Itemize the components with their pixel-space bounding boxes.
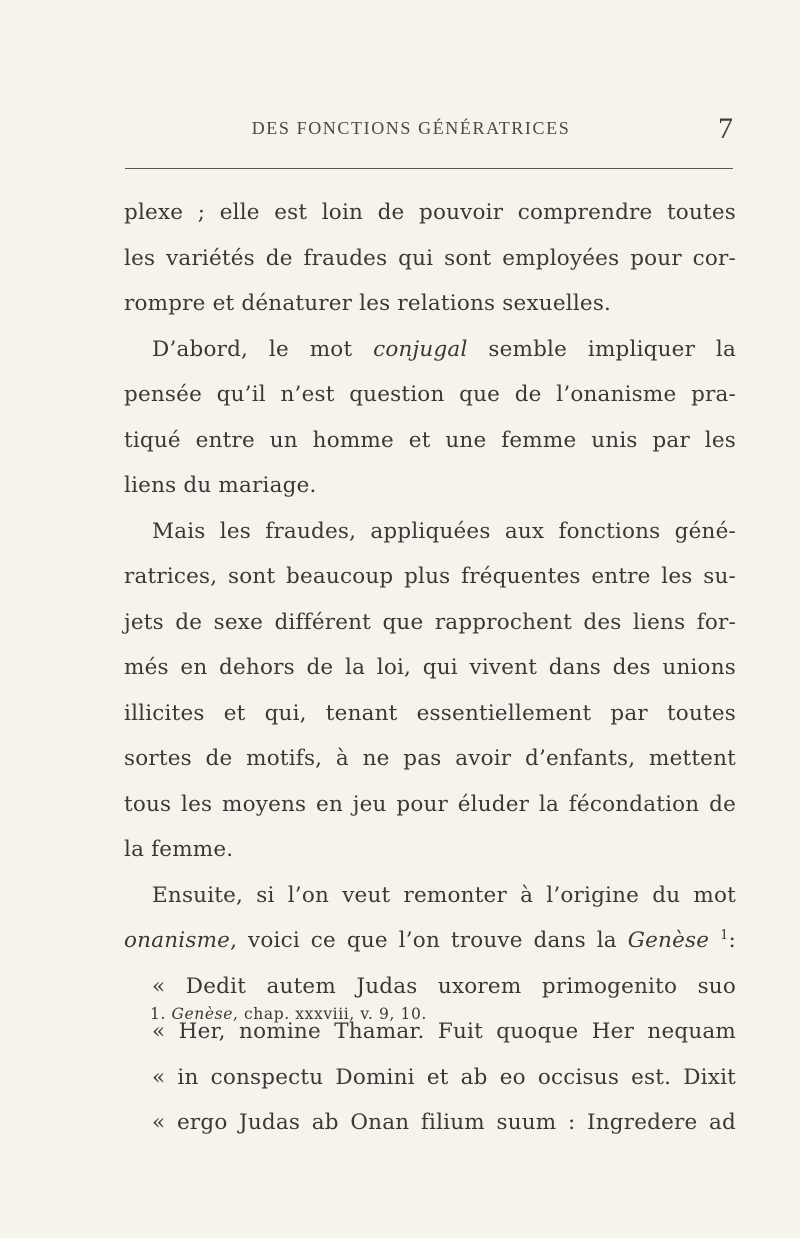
text-line: la femme. [124,837,234,862]
text-line: més en dehors de la loi, qui vivent dans des unions [124,655,736,680]
body-text [124,190,736,1146]
text-run: : [728,928,736,953]
text-line: rompre et dénaturer les relations sexuelles. [124,291,612,316]
page-number: 7 [718,112,733,145]
text-run: semble impliquer la [467,336,736,362]
text-line: « ergo Judas ab Onan filium suum : Ingredere ad [152,1110,736,1135]
text-line: plexe ; elle est loin de pouvoir comprendre toutes [124,200,736,225]
text-line: illicites et qui, tenant essentiellement par toutes [124,700,736,726]
text-run: , voici ce que l’on trouve dans la [230,928,628,953]
text-line: tiqué entre un homme et une femme unis par les [124,427,736,453]
footnote-marker: 1 [720,928,729,943]
text-run: D’abord, le mot [152,336,374,362]
text-line: « Her, nomine Thamar. Fuit quoque Her nequam [152,1019,736,1044]
text-line: « in conspectu Domini et ab eo occisus est. Dixit [152,1064,736,1090]
italic-term: conjugal [373,336,468,362]
text-line: ratrices, sont beaucoup plus fréquentes entre les su- [124,564,736,589]
text-line: jets de sexe différent que rapprochent des liens for- [124,609,736,635]
text-line: les variétés de fraudes qui sont employées pour cor- [124,245,736,271]
footnote-reference: , chap. xxxviii, v. 9, 10. [232,1005,427,1023]
text-line: sortes de motifs, à ne pas avoir d’enfants, mettent [124,746,736,771]
footnote [150,1005,427,1023]
text-line: Ensuite, si l’on veut remonter à l’origine du mot [152,882,736,908]
text-line [124,327,736,373]
text-line: liens du mariage. [124,473,317,498]
italic-term: onanisme [124,928,231,953]
footnote-number: 1. [150,1005,166,1023]
running-head: DES FONCTIONS GÉNÉRATRICES [251,118,571,138]
text-line [124,918,736,964]
text-line: « Dedit autem Judas uxorem primogenito suo [152,973,736,999]
header-rule [125,168,733,169]
text-line: tous les moyens en jeu pour éluder la fécondation de [124,791,736,817]
footnote-source: Genèse [171,1005,233,1023]
text-line: pensée qu’il n’est question que de l’onanisme pra- [124,382,736,407]
text-line: Mais les fraudes, appliquées aux fonctions géné- [152,518,736,544]
italic-term: Genèse [627,928,710,953]
